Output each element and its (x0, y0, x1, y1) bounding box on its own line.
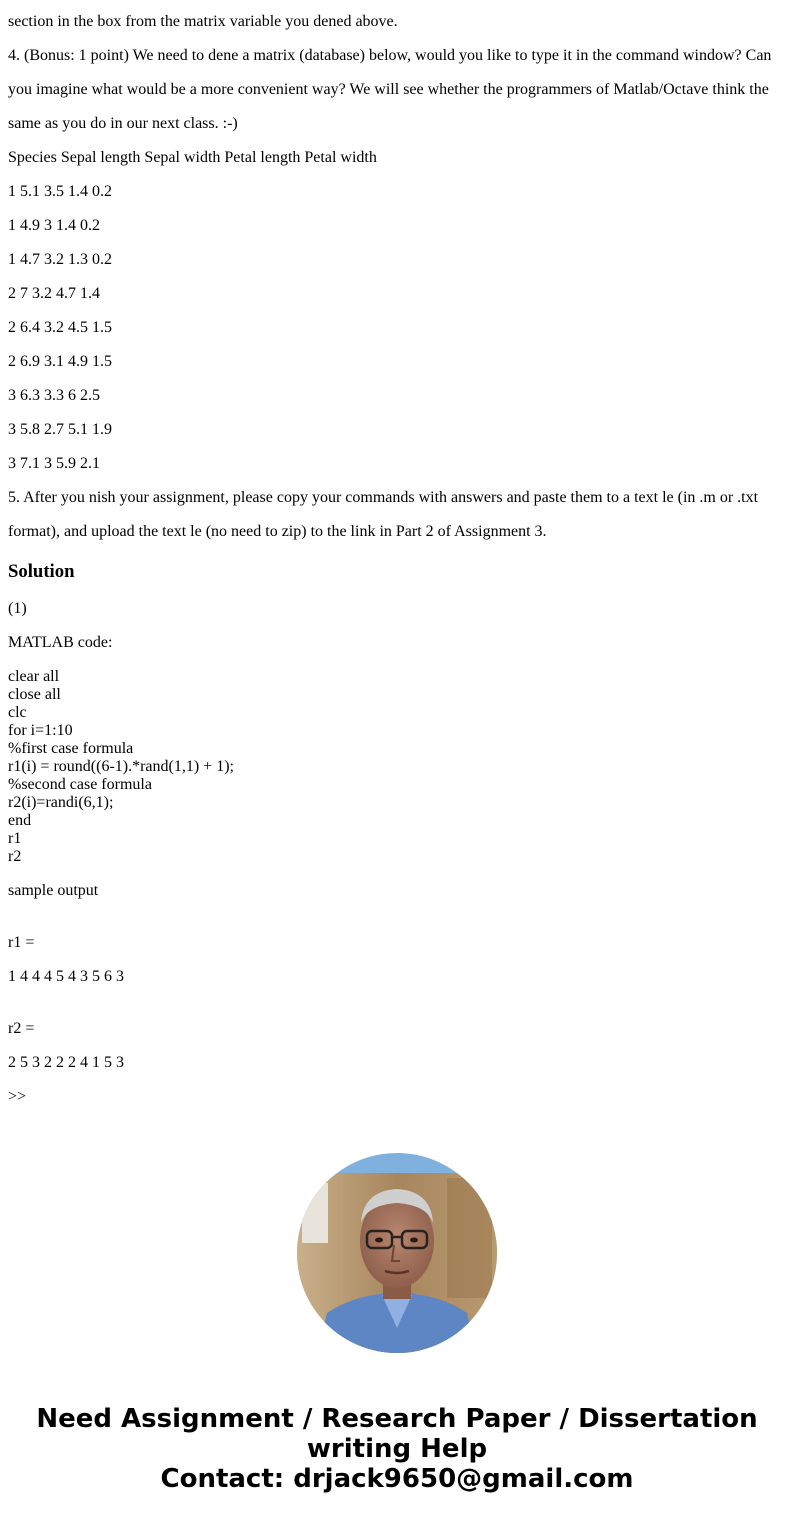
cta-line-2: writing Help (306, 1434, 488, 1464)
part-label: (1) (8, 600, 27, 617)
table-row: 3 5.8 2.7 5.1 1.9 (8, 421, 112, 438)
item5-line-2: format), and upload the text le (no need to zip) to the link in Part 2 of Assignment 3. (8, 523, 547, 540)
code-line: r2(i)=randi(6,1); (8, 794, 114, 811)
item5-line-1: 5. After you nish your assignment, please copy your commands with answers and paste them to a text le (in .m or .txt (8, 489, 759, 506)
table-row: 2 6.4 3.2 4.5 1.5 (8, 319, 112, 336)
table-row: 2 7 3.2 4.7 1.4 (8, 285, 100, 302)
code-line: end (8, 812, 32, 829)
table-header: Species Sepal length Sepal width Petal length Petal width (8, 149, 377, 166)
contact-banner (0, 1404, 794, 1494)
table-row: 1 4.9 3 1.4 0.2 (8, 217, 100, 234)
command-prompt: >> (8, 1088, 27, 1105)
question-line-4: same as you do in our next class. :-) (8, 115, 238, 132)
author-avatar (297, 1153, 497, 1353)
question-line-2: 4. (Bonus: 1 point) We need to dene a matrix (database) below, would you like to type it in the command window? Can (8, 47, 772, 64)
table-row: 2 6.9 3.1 4.9 1.5 (8, 353, 112, 370)
code-line: close all (8, 686, 61, 703)
question-line-1: section in the box from the matrix variable you dened above. (8, 13, 398, 30)
r2-label: r2 = (8, 1020, 35, 1037)
cta-line-1: Need Assignment / Research Paper / Dissertation (36, 1404, 758, 1434)
table-row: 3 6.3 3.3 6 2.5 (8, 387, 100, 404)
output-label: sample output (8, 882, 99, 899)
code-line: %second case formula (8, 776, 152, 793)
solution-heading: Solution (8, 561, 75, 582)
code-line: r1 (8, 830, 22, 847)
code-line: r1(i) = round((6-1).*rand(1,1) + 1); (8, 758, 234, 775)
code-line: %first case formula (8, 740, 134, 757)
r1-values: 1 4 4 4 5 4 3 5 6 3 (8, 968, 124, 985)
author-photo (297, 1153, 497, 1353)
table-row: 1 5.1 3.5 1.4 0.2 (8, 183, 112, 200)
code-line: clc (8, 704, 27, 721)
cta-contact-email: Contact: drjack9650@gmail.com (160, 1464, 634, 1494)
code-label: MATLAB code: (8, 634, 113, 651)
code-line: for i=1:10 (8, 722, 73, 739)
code-line: clear all (8, 668, 60, 685)
r2-values: 2 5 3 2 2 2 4 1 5 3 (8, 1054, 124, 1071)
code-line: r2 (8, 848, 22, 865)
table-row: 1 4.7 3.2 1.3 0.2 (8, 251, 112, 268)
question-line-3: you imagine what would be a more convenient way? We will see whether the programmers of Matlab/Octave think the (8, 81, 769, 98)
r1-label: r1 = (8, 934, 35, 951)
table-row: 3 7.1 3 5.9 2.1 (8, 455, 100, 472)
